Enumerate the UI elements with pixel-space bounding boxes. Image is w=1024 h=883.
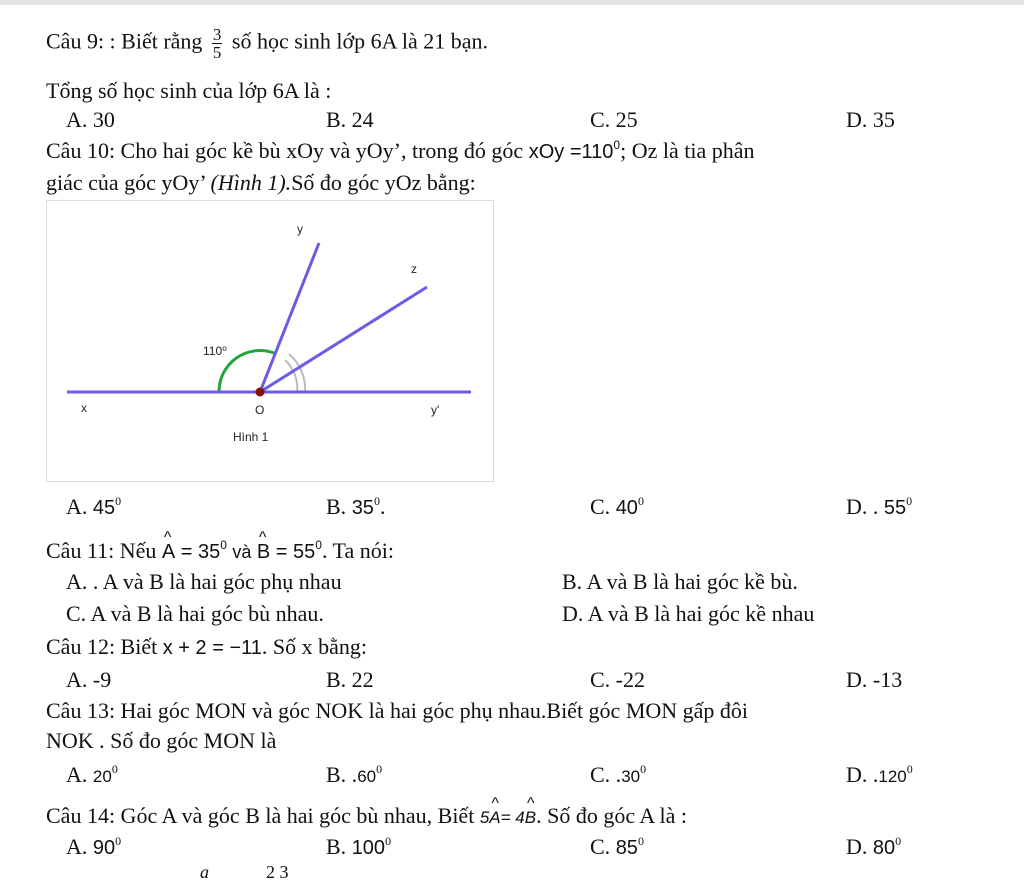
bottom-fragment-a: a bbox=[200, 862, 209, 882]
option-value: 30 bbox=[621, 767, 641, 786]
angle-a-symbol: ^ A bbox=[162, 539, 175, 565]
q14-coef-a: 5 bbox=[479, 808, 490, 827]
q10-angle-expr: xOy =110 bbox=[528, 141, 614, 163]
q10-line1 bbox=[46, 138, 754, 165]
fraction-numerator: 3 bbox=[212, 25, 222, 44]
q9-option-d: D. 35 bbox=[846, 107, 895, 132]
q11-option-c: C. A và B là hai góc bù nhau. bbox=[66, 601, 324, 626]
option-prefix: A. bbox=[66, 762, 93, 787]
q14-line1 bbox=[46, 803, 687, 831]
q13-option-c bbox=[590, 762, 646, 790]
q11-b-value bbox=[275, 538, 322, 563]
q13-option-b bbox=[326, 762, 382, 790]
ray-oy bbox=[260, 243, 319, 392]
degree-mark: 0 bbox=[373, 494, 380, 508]
label-y-prime: y' bbox=[431, 403, 440, 417]
degree-mark: 0 bbox=[895, 834, 902, 848]
option-prefix: D. bbox=[846, 834, 873, 859]
q12-suffix: . Số x bằng: bbox=[261, 634, 367, 659]
angle-a-value: = 35 bbox=[180, 541, 221, 563]
q11-option-d: D. A và B là hai góc kề nhau bbox=[562, 601, 815, 626]
degree-mark: 0 bbox=[220, 538, 227, 552]
q14-suffix: . Số đo góc A là : bbox=[536, 803, 688, 828]
option-value: 80 bbox=[872, 837, 896, 859]
option-prefix: D. . bbox=[846, 762, 879, 787]
q14-angle-a: ^ A bbox=[489, 805, 500, 831]
q14-option-b bbox=[326, 834, 391, 861]
q10-option-c bbox=[590, 494, 644, 521]
degree-mark: 0 bbox=[376, 762, 383, 776]
option-prefix: C. . bbox=[590, 762, 622, 787]
q14-expression bbox=[480, 808, 536, 827]
degree-mark: 0 bbox=[906, 494, 913, 508]
q11-suffix: . Ta nói: bbox=[321, 538, 394, 563]
geometry-diagram bbox=[47, 201, 493, 481]
q12-equation: x + 2 = −11 bbox=[162, 637, 262, 659]
q10-option-d bbox=[846, 494, 912, 521]
option-prefix: B. bbox=[326, 494, 352, 519]
q12-prefix: Câu 12: Biết bbox=[46, 634, 158, 659]
q9-option-c: C. 25 bbox=[590, 107, 638, 132]
q14-angle-b: ^ B bbox=[525, 805, 536, 831]
q14-option-c bbox=[590, 834, 644, 861]
option-prefix: C. bbox=[590, 494, 616, 519]
option-prefix: B. bbox=[326, 834, 352, 859]
q12-line1 bbox=[46, 634, 367, 661]
label-y: y bbox=[297, 222, 303, 236]
q10-figure-ref: (Hình 1). bbox=[210, 170, 292, 195]
q11-prefix: Câu 11: Nếu bbox=[46, 538, 157, 563]
option-value: 120 bbox=[878, 767, 907, 786]
figure-caption: Hình 1 bbox=[233, 430, 269, 444]
q12-option-c: C. -22 bbox=[590, 667, 645, 692]
degree-mark: 0 bbox=[315, 538, 322, 552]
figure-hinh-1 bbox=[46, 200, 494, 482]
q13-option-d bbox=[846, 762, 913, 790]
degree-mark: 0 bbox=[115, 494, 122, 508]
q10-text-d: giác của góc yOy’ bbox=[46, 170, 206, 195]
option-value: 55 bbox=[883, 497, 907, 519]
q11-a-value bbox=[180, 538, 227, 563]
option-value: 85 bbox=[615, 837, 638, 859]
option-value: 20 bbox=[92, 767, 112, 786]
option-prefix: C. bbox=[590, 834, 616, 859]
q14-option-a bbox=[66, 834, 121, 861]
degree-mark: 0 bbox=[613, 138, 621, 152]
ray-oz bbox=[260, 287, 427, 392]
option-suffix: . bbox=[379, 494, 386, 519]
q12-option-a: A. -9 bbox=[66, 667, 112, 692]
degree-mark: 0 bbox=[385, 834, 392, 848]
q10-option-a bbox=[66, 494, 121, 521]
q13-line2: NOK . Số đo góc MON là bbox=[46, 728, 277, 753]
fraction bbox=[212, 26, 223, 61]
option-prefix: B. . bbox=[326, 762, 358, 787]
degree-mark: 0 bbox=[906, 762, 913, 776]
option-value: 100 bbox=[351, 837, 386, 859]
option-value: 60 bbox=[357, 767, 377, 786]
q11-option-a: A. . A và B là hai góc phụ nhau bbox=[66, 569, 342, 594]
q11-option-b: B. A và B là hai góc kề bù. bbox=[562, 569, 798, 594]
option-value: 35 bbox=[351, 497, 374, 519]
q9-line2: Tổng số học sinh của lớp 6A là : bbox=[46, 78, 332, 103]
degree-mark: 0 bbox=[637, 834, 644, 848]
q9-option-b: B. 24 bbox=[326, 107, 374, 132]
option-value: 45 bbox=[92, 497, 116, 519]
q12-option-b: B. 22 bbox=[326, 667, 374, 692]
q13-line1: Câu 13: Hai góc MON và góc NOK là hai góc phụ nhau.Biết góc MON gấp đôi bbox=[46, 698, 749, 723]
q10-text-c: ; Oz là tia phân bbox=[620, 138, 755, 163]
q10-text-a: Câu 10: Cho hai góc kề bù xOy và yOy’, trong đó góc bbox=[46, 138, 524, 163]
degree-mark: 0 bbox=[111, 762, 118, 776]
option-prefix: A. bbox=[66, 494, 93, 519]
arc-110-angle bbox=[219, 351, 274, 392]
fraction-denominator: 5 bbox=[212, 43, 222, 62]
q11-line1 bbox=[46, 538, 394, 565]
label-x: x bbox=[81, 401, 87, 415]
top-bar bbox=[0, 0, 1024, 5]
angle-b-value: = 55 bbox=[275, 541, 316, 563]
q14-coef-b: = 4 bbox=[500, 808, 525, 827]
q9-option-a: A. 30 bbox=[66, 107, 115, 132]
q14-prefix: Câu 14: Góc A và góc B là hai góc bù nhau, Biết bbox=[46, 803, 475, 828]
label-110: 110⁰ bbox=[203, 344, 227, 358]
option-value: 40 bbox=[615, 497, 638, 519]
q9-suffix: số học sinh lớp 6A là 21 bạn. bbox=[231, 28, 488, 54]
q10-text-e: Số đo góc yOz bằng: bbox=[291, 170, 476, 195]
point-o bbox=[256, 388, 265, 397]
q14-option-d bbox=[846, 834, 901, 861]
q10-angle-value bbox=[528, 138, 621, 163]
option-value: 90 bbox=[92, 837, 116, 859]
q13-option-a bbox=[66, 762, 118, 790]
label-o: O bbox=[255, 403, 265, 417]
q10-option-b bbox=[326, 494, 385, 521]
q9-prefix: Câu 9: : Biết rằng bbox=[46, 28, 203, 54]
q9-line1 bbox=[46, 26, 488, 61]
angle-b-symbol: ^ B bbox=[257, 539, 270, 565]
option-prefix: D. . bbox=[846, 494, 884, 519]
label-z: z bbox=[411, 262, 417, 276]
degree-mark: 0 bbox=[640, 762, 647, 776]
option-prefix: A. bbox=[66, 834, 93, 859]
degree-mark: 0 bbox=[115, 834, 122, 848]
degree-mark: 0 bbox=[637, 494, 644, 508]
q10-line2 bbox=[46, 170, 476, 196]
bottom-fragment-b: 2 3 bbox=[266, 862, 289, 882]
q11-and: và bbox=[232, 542, 252, 562]
q12-option-d: D. -13 bbox=[846, 667, 903, 692]
